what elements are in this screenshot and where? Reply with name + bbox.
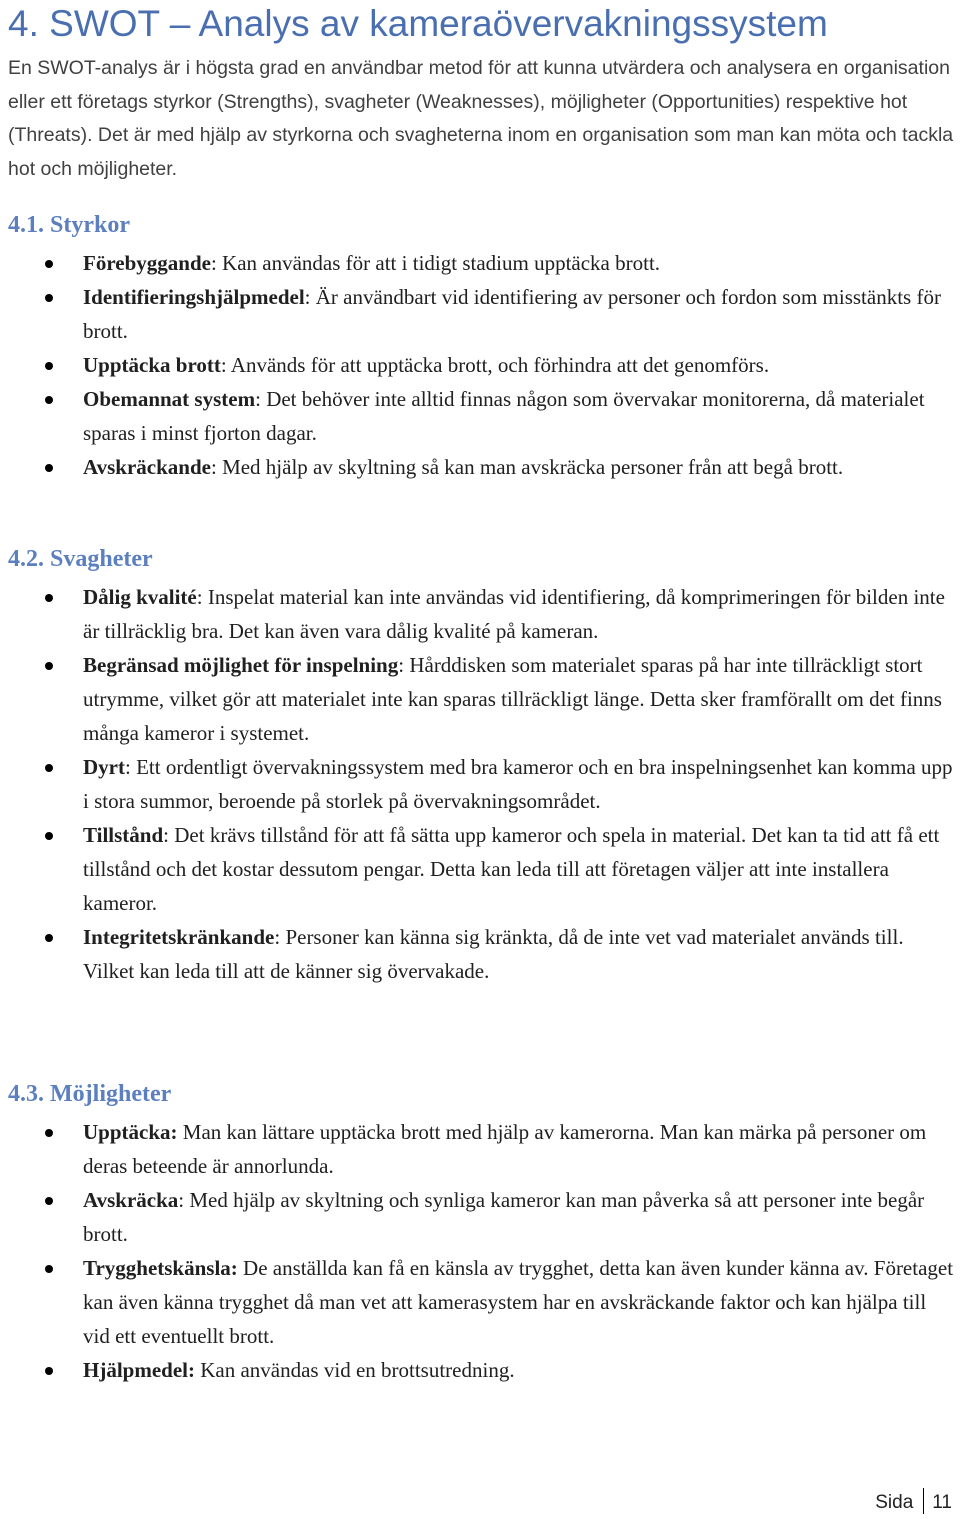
item-separator: :	[398, 653, 405, 677]
item-term: Dålig kvalité	[83, 585, 197, 609]
bullet-icon	[45, 294, 53, 302]
item-term: Begränsad möjlighet för inspelning	[83, 653, 399, 677]
item-text: Med hjälp av skyltning och synliga kameror kan man påverka så att personer inte begår brott.	[83, 1188, 925, 1246]
bullet-list-styrkor	[0, 246, 956, 484]
item-text: Det behöver inte alltid finnas någon som övervakar monitorerna, då materialet sparas i minst fjorton dagar.	[83, 387, 925, 445]
item-text: Med hjälp av skyltning så kan man avskräcka personer från att begå brott.	[216, 455, 844, 479]
item-text: Ett ordentligt övervakningssystem med bra kameror och en bra inspelningsenhet kan komma upp i stora summor, beroende på storlek på övervakningsområdet.	[83, 755, 953, 813]
item-term: Upptäcka brott	[83, 353, 221, 377]
page-label: Sida	[875, 1492, 914, 1513]
item-term: Avskräckande	[83, 455, 211, 479]
item-separator: :	[255, 387, 261, 411]
list-item	[0, 648, 956, 750]
list-item	[0, 1251, 956, 1353]
list-item	[0, 246, 956, 280]
item-text: Hårddisken som materialet sparas på har inte tillräckligt stort utrymme, vilket gör att materialet inte kan sparas tillräckligt länge. Detta sker framförallt om det finns många kameror i systemet.	[83, 653, 942, 745]
item-term: Avskräcka	[83, 1188, 179, 1212]
bullet-icon	[45, 662, 53, 670]
item-separator: :	[210, 251, 217, 275]
list-item	[0, 818, 956, 920]
item-term: Dyrt	[83, 755, 125, 779]
item-text: Inspelat material kan inte användas vid identifiering, då komprimeringen för bilden inte är tillräcklig bra. Det kan även vara dålig kvalité på kameran.	[83, 585, 945, 643]
bullet-icon	[45, 396, 53, 404]
bullet-list-svagheter	[0, 580, 956, 988]
bullet-icon	[45, 934, 53, 942]
item-separator: :	[163, 823, 169, 847]
item-separator: :	[196, 585, 203, 609]
item-term: Hjälpmedel:	[83, 1358, 195, 1382]
bullet-icon	[45, 1197, 53, 1205]
item-text: Kan användas för att i tidigt stadium upptäcka brott.	[216, 251, 661, 275]
item-text: Är användbart vid identifiering av personer och fordon som misstänkts för brott.	[83, 285, 941, 343]
bullet-list-mojligheter	[0, 1115, 956, 1387]
bullet-icon	[45, 1265, 53, 1273]
bullet-icon	[45, 832, 53, 840]
item-text: Man kan lättare upptäcka brott med hjälp av kamerorna. Man kan märka på personer om deras beteende är annorlunda.	[83, 1120, 927, 1178]
section-heading-svagheter: 4.2. Svagheter	[8, 546, 153, 572]
item-term: Upptäcka:	[83, 1120, 178, 1144]
item-term: Identifieringshjälpmedel	[83, 285, 305, 309]
bullet-icon	[45, 464, 53, 472]
list-item	[0, 580, 956, 648]
item-text: Används för att upptäcka brott, och förhindra att det genomförs.	[226, 353, 770, 377]
item-separator: :	[178, 1188, 185, 1212]
section-heading-mojligheter: 4.3. Möjligheter	[8, 1081, 172, 1107]
item-separator: :	[210, 455, 217, 479]
item-separator: :	[304, 285, 311, 309]
list-item	[0, 1183, 956, 1251]
item-text: Personer kan känna sig kränkta, då de inte vet vad materialet används till. Vilket kan leda till att de känner sig övervakade.	[83, 925, 904, 983]
item-separator: :	[274, 925, 281, 949]
item-separator: :	[220, 353, 227, 377]
bullet-icon	[45, 1129, 53, 1137]
list-item	[0, 348, 956, 382]
footer-divider	[923, 1488, 924, 1514]
list-item	[0, 750, 956, 818]
item-text: De anställda kan få en känsla av trygghet, detta kan även kunder känna av. Företaget kan även känna trygghet då man vet att kamerasystem har en avskräckande faktor och kan hjälpa till vid ett eventuellt brott.	[83, 1256, 954, 1348]
item-term: Trygghetskänsla:	[83, 1256, 238, 1280]
bullet-icon	[45, 260, 53, 268]
list-item	[0, 1115, 956, 1183]
page-footer	[875, 1488, 952, 1518]
item-text: Det krävs tillstånd för att få sätta upp kameror och spela in material. Det kan ta tid att få ett tillstånd och det kostar dessutom pengar. Detta kan leda till att företagen väljer att inte installera kameror.	[83, 823, 940, 915]
list-item	[0, 920, 956, 988]
list-item	[0, 382, 956, 450]
list-item	[0, 450, 956, 484]
bullet-icon	[45, 1367, 53, 1375]
item-separator: :	[124, 755, 131, 779]
bullet-icon	[45, 764, 53, 772]
item-text: Kan användas vid en brottsutredning.	[194, 1358, 515, 1382]
item-term: Obemannat system	[83, 387, 256, 411]
list-item	[0, 1353, 956, 1387]
page-title: 4. SWOT – Analys av kameraövervakningssystem	[8, 3, 828, 44]
bullet-icon	[45, 362, 53, 370]
list-item	[0, 280, 956, 348]
item-term: Integritetskränkande	[83, 925, 275, 949]
item-term: Förebyggande	[83, 251, 211, 275]
bullet-icon	[45, 594, 53, 602]
intro-paragraph: En SWOT-analys är i högsta grad en användbar metod för att kunna utvärdera och analysera en organisation eller ett företags styrkor (Strengths), svagheter (Weaknesses), möjligheter (Opportunities) respektive hot (Threats). Det är med hjälp av styrkorna och svagheterna inom en organisation som man kan möta och tackla hot och möjligheter.	[8, 57, 954, 180]
item-term: Tillstånd	[83, 823, 164, 847]
section-heading-styrkor: 4.1. Styrkor	[8, 212, 130, 238]
page-number: 11	[932, 1492, 952, 1513]
